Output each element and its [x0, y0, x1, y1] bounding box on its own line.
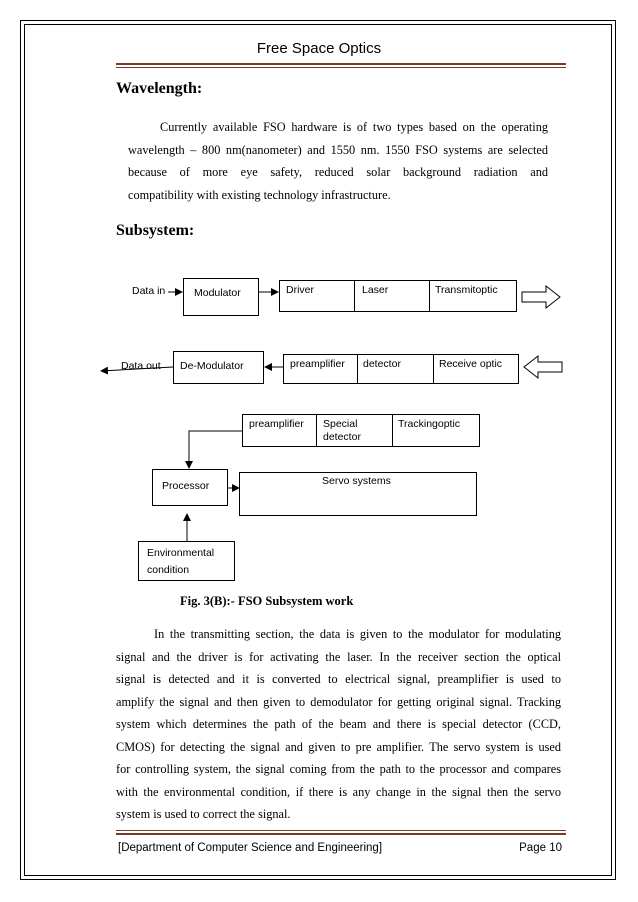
- processor-label: Processor: [162, 480, 210, 492]
- wavelength-line: wavelength – 800 nm(nanometer) and 1550 nm. 1550 FSO systems are selected: [128, 142, 548, 157]
- data-out-label: Data out: [121, 360, 161, 372]
- body-line: signal is detected and it is converted to electrical signal, preamplifier is used to: [116, 672, 561, 686]
- body-paragraph: [116, 623, 561, 826]
- body-line: system is used to correct the signal.: [116, 807, 291, 821]
- subsystem-heading: Subsystem:: [116, 222, 195, 239]
- track-processor-arrow: [189, 431, 242, 468]
- transmit-block-arrow: [522, 286, 560, 308]
- environmental-label-1: Environmental: [147, 547, 215, 559]
- wavelength-line: Currently available FSO hardware is of two types based on the operating: [160, 120, 548, 134]
- preamplifier-track-label: preamplifier: [249, 418, 304, 430]
- divider: [433, 355, 434, 383]
- tracking-optic-label: Trackingoptic: [398, 418, 461, 430]
- receive-chain-box: [283, 354, 519, 384]
- divider: [354, 281, 355, 311]
- data-in-label: Data in: [132, 285, 166, 297]
- body-line: for controlling system, the signal coming from the path to the processor and compares: [116, 762, 561, 776]
- footer-department: [Department of Computer Science and Engineering]: [118, 842, 383, 854]
- divider: [392, 415, 393, 446]
- tracking-chain-box: [242, 414, 480, 447]
- body-line: signal and the driver is for activating the laser. In the receiver section the optical: [116, 649, 561, 664]
- preamplifier-rx-label: preamplifier: [290, 358, 345, 370]
- modulator-box: [183, 278, 259, 316]
- receive-block-arrow: [524, 356, 562, 378]
- environmental-box: [138, 541, 235, 581]
- body-line: system which determines the path of the beam and there is special detector (CCD,: [116, 717, 561, 731]
- wavelength-line: because of more eye safety, reduced solar background radiation and: [128, 165, 548, 179]
- divider: [429, 281, 430, 311]
- laser-label: Laser: [362, 284, 389, 296]
- transmit-chain-box: [279, 280, 517, 312]
- wavelength-line: compatibility with existing technology infrastructure.: [128, 187, 391, 202]
- figure-caption: Fig. 3(B):- FSO Subsystem work: [180, 594, 354, 608]
- header-title: Free Space Optics: [256, 40, 382, 57]
- transmit-optic-label: Transmitoptic: [435, 284, 498, 296]
- modulator-label: Modulator: [194, 287, 241, 299]
- servo-systems-box: [239, 472, 477, 516]
- detector-label: detector: [363, 358, 401, 370]
- body-line: In the transmitting section, the data is given to the modulator for modulating: [154, 627, 561, 641]
- processor-box: [152, 469, 228, 506]
- wavelength-heading: Wavelength:: [116, 80, 203, 97]
- servo-systems-label: Servo systems: [322, 475, 391, 487]
- receive-optic-label: Receive optic: [439, 358, 503, 370]
- special-detector-label-2: detector: [323, 431, 361, 443]
- body-line: CMOS) for detecting the signal and given to pre amplifier. The servo system is used: [116, 739, 561, 754]
- body-line: with the environmental condition, if there is any change in the signal then the servo: [116, 784, 561, 799]
- divider: [357, 355, 358, 383]
- footer-rule-thin: [116, 830, 566, 831]
- body-line: amplify the signal and then given to demodulator for getting original signal. Tracking: [116, 694, 561, 709]
- demodulator-box: [173, 351, 264, 384]
- divider: [316, 415, 317, 446]
- demodulator-label: De-Modulator: [180, 360, 244, 372]
- environmental-label-2: condition: [147, 564, 190, 576]
- footer-page-number: Page 10: [519, 842, 562, 854]
- driver-label: Driver: [286, 284, 314, 296]
- footer-rule: [116, 833, 566, 835]
- special-detector-label-1: Special: [323, 418, 358, 430]
